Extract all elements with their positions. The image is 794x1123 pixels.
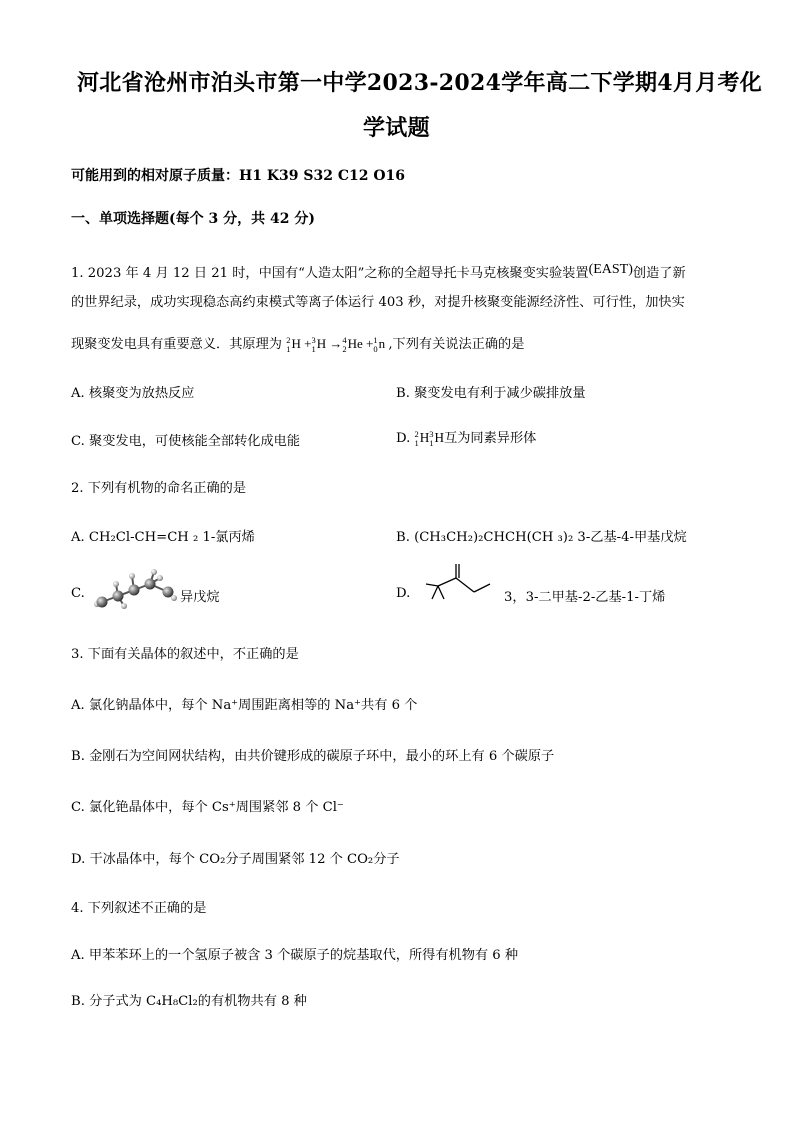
- q1-line2: 的世界纪录，成功实现稳态高约束模式等离子体运行 403 秒，对提升核聚变能源经济性、可行性，加快实: [71, 295, 685, 310]
- skeletal-formula-icon: [418, 562, 500, 604]
- q4-stem: 4. 下列叙述不正确的是: [71, 901, 207, 916]
- q1-equation: 2 1 H + 3 1 H → 4 2 He + 1 0 n: [286, 335, 389, 355]
- q4-option-a[interactable]: A. 甲苯苯环上的一个氢原子被含 3 个碳原子的烷基取代，所得有机物有 6 种: [71, 948, 519, 963]
- q3-option-b[interactable]: B. 金刚石为空间网状结构，由共价键形成的碳原子环中，最小的环上有 6 个碳原子: [71, 749, 555, 764]
- q2-option-b[interactable]: B. (CH₃CH₂)₂CHCH(CH ₃)₂ 3-乙基-4-甲基戊烷: [396, 530, 687, 545]
- ball-stick-model-icon: [88, 566, 182, 610]
- q1-line1-text: 1. 2023 年 4 月 12 日 21 时，中国有“人造太阳”之称的全超导托卡马克核聚变实验装置: [71, 266, 589, 281]
- q3-stem: 3. 下面有关晶体的叙述中，不正确的是: [71, 647, 299, 662]
- page-title-line1: 河北省沧州市泊头市第一中学2023-2024学年高二下学期4月月考化: [77, 70, 763, 96]
- q1-line1-end: 创造了新: [632, 266, 686, 281]
- q1-option-c[interactable]: C. 聚变发电，可使核能全部转化成电能: [71, 434, 301, 449]
- atomic-masses: 可能用到的相对原子质量：H1 K39 S32 C12 O16: [71, 168, 406, 184]
- section-heading: 一、单项选择题(每个 3 分，共 42 分): [71, 211, 315, 227]
- q1-line3: [71, 334, 524, 355]
- q1-east: (EAST): [588, 262, 633, 277]
- q3-option-a[interactable]: A. 氯化钠晶体中，每个 Na⁺周围距离相等的 Na⁺共有 6 个: [71, 698, 418, 713]
- q4-option-b[interactable]: B. 分子式为 C₄H₈Cl₂的有机物共有 8 种: [71, 994, 307, 1009]
- q1-option-a[interactable]: A. 核聚变为放热反应: [71, 386, 195, 401]
- q1-line3-end: ,下列有关说法正确的是: [388, 337, 525, 352]
- q1-line3-text: 现聚变发电具有重要意义．其原理为: [71, 337, 282, 352]
- q2-option-d-label: 3，3-二甲基-2-乙基-1-丁烯: [504, 590, 666, 605]
- q1-option-b[interactable]: B. 聚变发电有利于减少碳排放量: [396, 386, 586, 401]
- q2-option-d[interactable]: D.: [396, 586, 411, 601]
- q1-option-d[interactable]: D. 2 1 H 3 1 H互为同素异形体: [396, 428, 537, 448]
- q2-option-a[interactable]: A. CH₂Cl-CH=CH ₂ 1-氯丙烯: [71, 530, 255, 545]
- q2-option-c[interactable]: C.: [71, 586, 85, 601]
- q3-option-c[interactable]: C. 氯化铯晶体中，每个 Cs⁺周围紧邻 8 个 Cl⁻: [71, 800, 344, 815]
- q1-line1: [71, 264, 686, 284]
- q2-stem: 2. 下列有机物的命名正确的是: [71, 481, 247, 496]
- q2-option-c-label: 异戊烷: [180, 590, 220, 605]
- q3-option-d[interactable]: D. 干冰晶体中，每个 CO₂分子周围紧邻 12 个 CO₂分子: [71, 852, 400, 867]
- page-title-line2: 学试题: [363, 115, 430, 141]
